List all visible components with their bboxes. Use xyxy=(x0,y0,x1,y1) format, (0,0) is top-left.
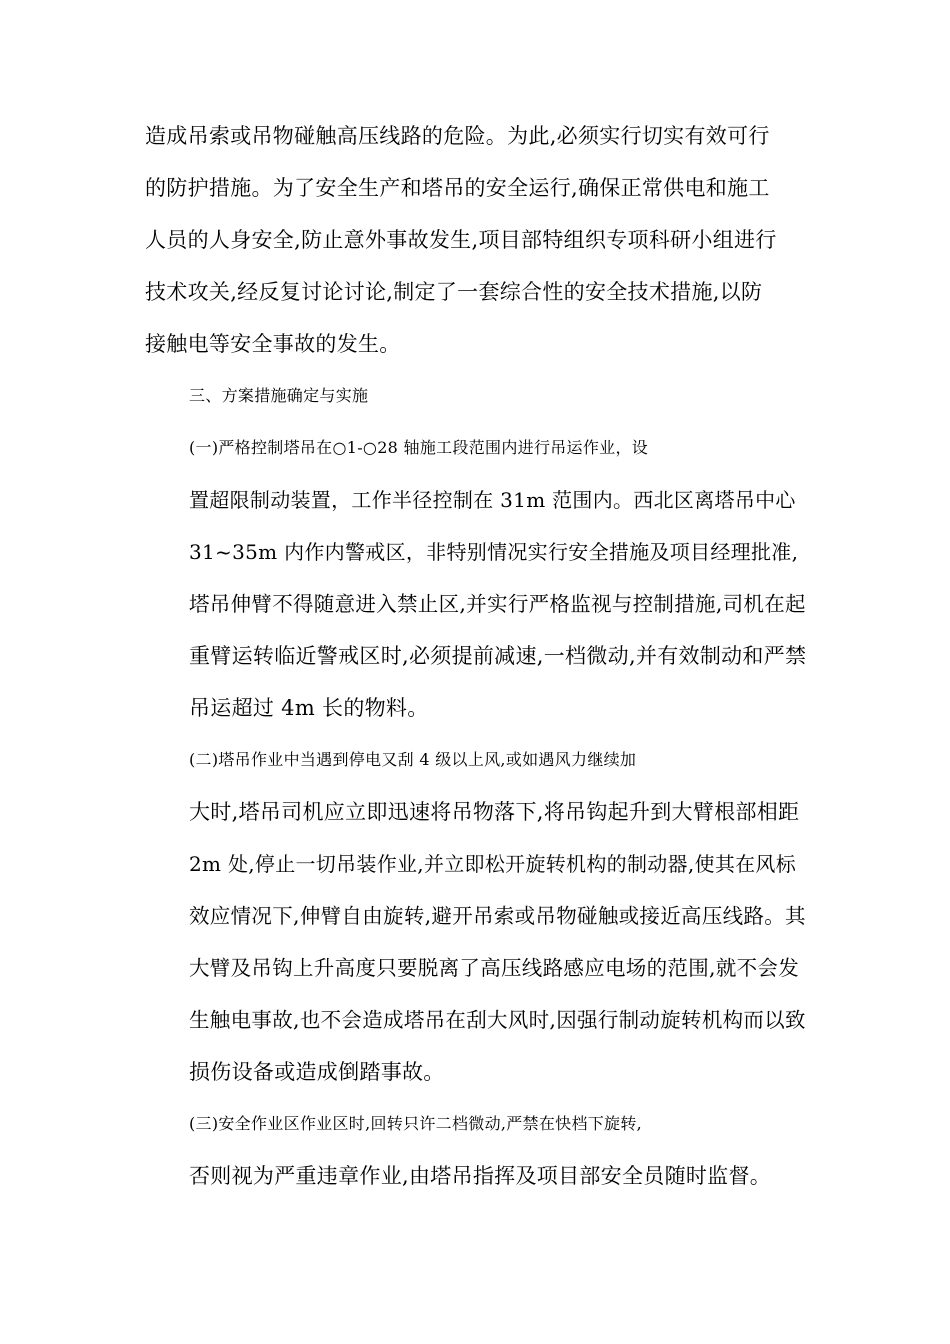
text-line: 否则视为严重违章作业,由塔吊指挥及项目部安全员随时监督。 xyxy=(189,1164,772,1188)
text-line: 31~35m 内作内警戒区，非特别情况实行安全措施及项目经理批准, xyxy=(189,540,799,564)
paragraph-measure-1 xyxy=(145,422,807,734)
text-line: 损伤设备或造成倒踏事故。 xyxy=(189,1060,445,1084)
text-line: 吊运超过 4m 长的物料。 xyxy=(189,696,429,720)
text-line: 技术攻关,经反复讨论讨论,制定了一套综合性的安全技术措施,以防 xyxy=(145,280,763,304)
text-line: 大臂及吊钩上升高度只要脱离了高压线路感应电场的范围,就不会发 xyxy=(189,956,800,980)
heading-text: 三、方案措施确定与实施 xyxy=(189,386,369,405)
document-body xyxy=(145,110,807,1202)
text-line: 2m 处,停止一切吊装作业,并立即松开旋转机构的制动器,使其在风标 xyxy=(189,852,797,876)
section-heading xyxy=(145,370,807,422)
text-line: 置超限制动装置，工作半径控制在 31m 范围内。西北区离塔吊中心 xyxy=(189,488,796,512)
text-line: 重臂运转临近警戒区时,必须提前减速,一档微动,并有效制动和严禁 xyxy=(189,644,807,668)
text-line: (一)严格控制塔吊在○1-○28 轴施工段范围内进行吊运作业，设 xyxy=(189,438,649,457)
paragraph-measure-2 xyxy=(145,734,807,1098)
paragraph-measure-3 xyxy=(145,1098,807,1202)
text-line: 大时,塔吊司机应立即迅速将吊物落下,将吊钩起升到大臂根部相距 xyxy=(189,800,800,824)
text-line: 塔吊伸臂不得随意进入禁止区,并实行严格监视与控制措施,司机在起 xyxy=(189,592,806,616)
paragraph-intro xyxy=(145,110,807,370)
text-line: (二)塔吊作业中当遇到停电又刮 4 级以上风,或如遇风力继续加 xyxy=(189,750,637,769)
text-line: (三)安全作业区作业区时,回转只许二档微动,严禁在快档下旋转, xyxy=(189,1114,643,1133)
text-line: 人员的人身安全,防止意外事故发生,项目部特组织专项科研小组进行 xyxy=(145,228,777,252)
text-line: 生触电事故,也不会造成塔吊在刮大风时,因强行制动旋转机构而以致 xyxy=(189,1008,806,1032)
text-line: 接触电等安全事故的发生。 xyxy=(145,332,401,356)
text-line: 效应情况下,伸臂自由旋转,避开吊索或吊物碰触或接近高压线路。其 xyxy=(189,904,806,928)
text-line: 造成吊索或吊物碰触高压线路的危险。为此,必须实行切实有效可行 xyxy=(145,124,770,148)
text-line: 的防护措施。为了安全生产和塔吊的安全运行,确保正常供电和施工 xyxy=(145,176,770,200)
